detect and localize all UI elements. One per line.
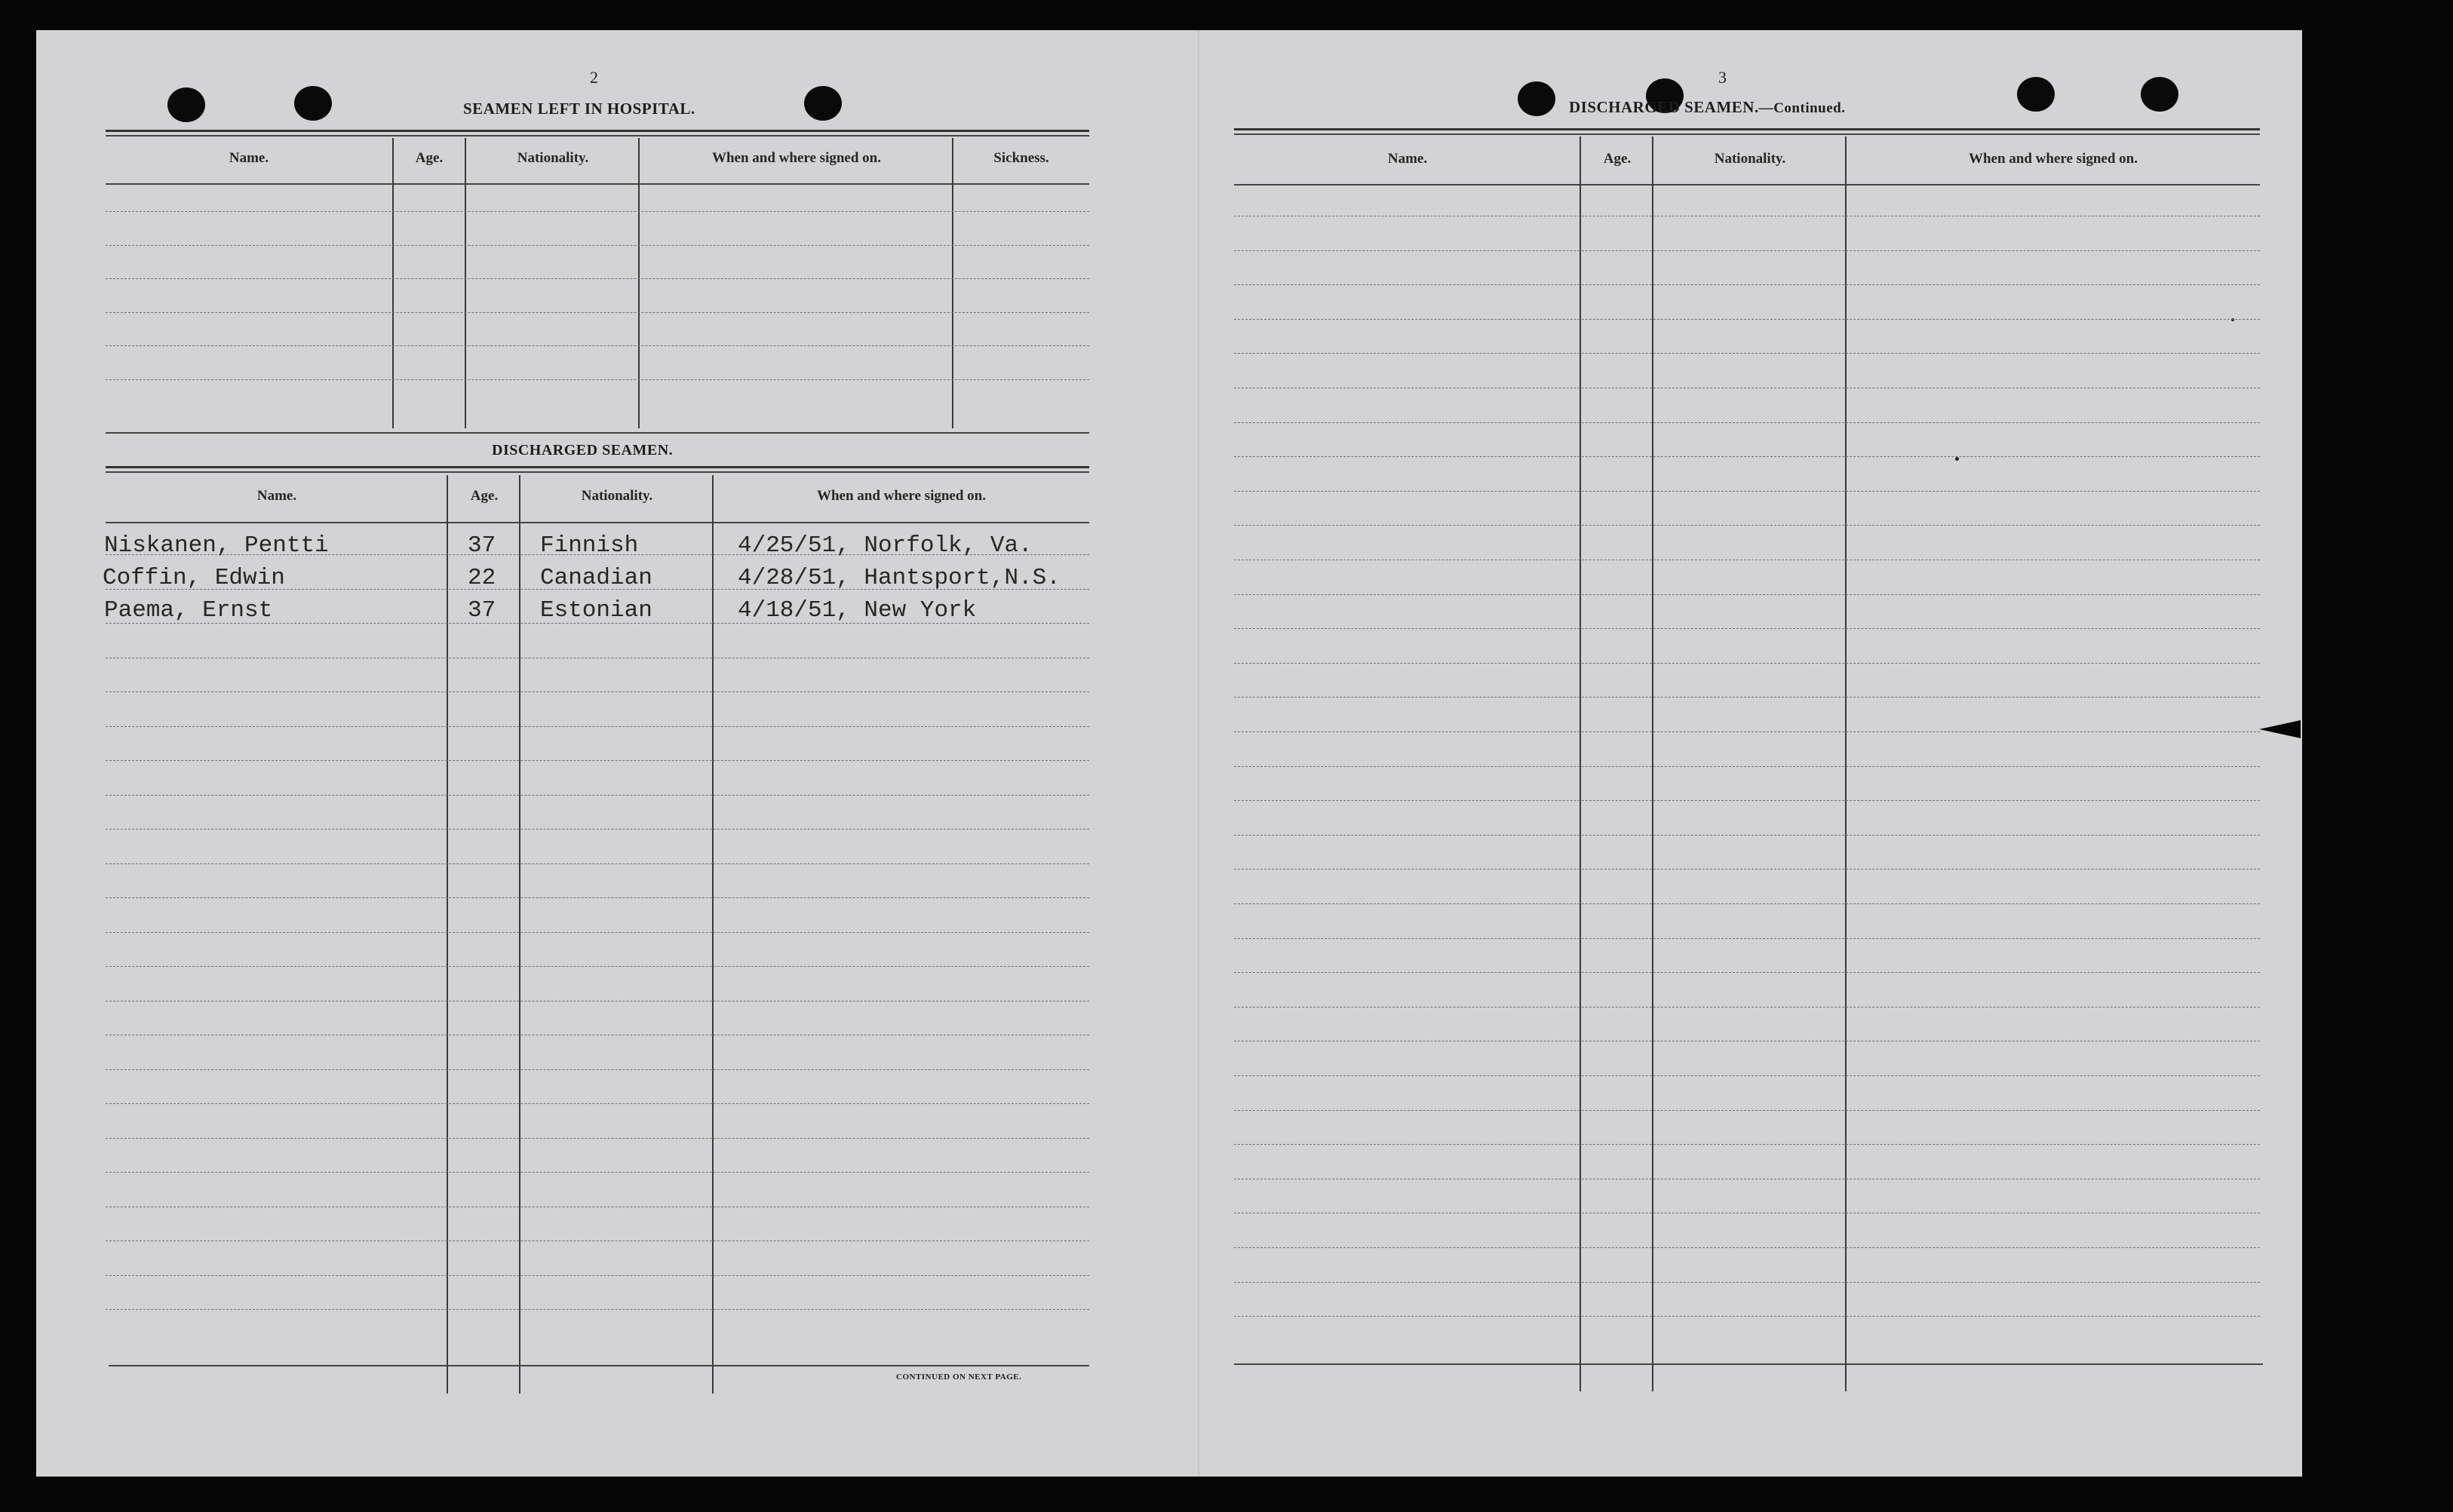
discharged-col-age: Age. bbox=[470, 488, 499, 504]
ruled-line bbox=[1234, 697, 2260, 698]
punch-hole bbox=[294, 86, 332, 121]
right-bottom-rule bbox=[1234, 1363, 2263, 1365]
ruled-line bbox=[106, 760, 1089, 761]
right-col-age: Age. bbox=[1603, 151, 1632, 167]
ruled-line bbox=[1234, 800, 2260, 801]
ruled-line bbox=[1234, 1316, 2260, 1317]
punch-hole bbox=[1518, 81, 1555, 116]
ruled-line bbox=[1234, 319, 2260, 320]
ruled-line bbox=[106, 345, 1089, 346]
ruled-line bbox=[106, 932, 1089, 933]
ink-speck bbox=[1955, 457, 1959, 461]
right-col-name: Name. bbox=[1387, 151, 1428, 167]
ruled-line bbox=[106, 211, 1089, 212]
discharged-divider bbox=[447, 475, 448, 1394]
row-2-signed-on: 4/28/51, Hantsport,N.S. bbox=[738, 565, 1061, 591]
ruled-line bbox=[106, 726, 1089, 727]
ruled-line bbox=[1234, 938, 2260, 939]
row-3-age: 37 bbox=[468, 597, 496, 624]
ruled-line bbox=[1234, 284, 2260, 285]
punch-hole bbox=[167, 87, 205, 122]
ruled-line bbox=[1234, 250, 2260, 251]
ruled-line bbox=[106, 379, 1089, 380]
ruled-line bbox=[106, 863, 1089, 864]
hospital-top-rule bbox=[106, 130, 1089, 132]
right-header-rule bbox=[1234, 184, 2260, 186]
row-3-name: Paema, Ernst bbox=[104, 597, 273, 624]
ruled-line bbox=[1234, 731, 2260, 732]
ruled-line bbox=[106, 1103, 1089, 1104]
ruled-line bbox=[106, 795, 1089, 796]
ruled-line bbox=[1234, 525, 2260, 526]
hospital-top-rule-2 bbox=[106, 135, 1089, 136]
discharged-col-nationality: Nationality. bbox=[581, 488, 653, 504]
row-3-nationality: Estonian bbox=[540, 597, 652, 624]
ruled-line bbox=[1234, 1144, 2260, 1145]
discharged-bottom-rule bbox=[109, 1365, 1089, 1366]
ruled-line bbox=[106, 1172, 1089, 1173]
hospital-col-sickness: Sickness. bbox=[993, 150, 1049, 166]
right-col-signed-on: When and where signed on. bbox=[1968, 151, 2138, 167]
right-section-title bbox=[1569, 98, 1845, 117]
left-page-number: 2 bbox=[590, 68, 598, 87]
right-col-nationality: Nationality. bbox=[1714, 151, 1786, 167]
ruled-line bbox=[1234, 1247, 2260, 1248]
hospital-divider bbox=[465, 138, 466, 428]
ruled-line bbox=[1234, 1282, 2260, 1283]
ledger-sheet bbox=[36, 30, 2302, 1477]
row-1-age: 37 bbox=[468, 532, 496, 559]
ruled-line bbox=[106, 278, 1089, 279]
ruled-line bbox=[1234, 628, 2260, 629]
ruled-line bbox=[106, 1069, 1089, 1070]
ruled-line bbox=[1234, 422, 2260, 423]
right-divider bbox=[1580, 136, 1581, 1391]
discharged-divider bbox=[712, 475, 714, 1394]
ruled-line bbox=[1234, 766, 2260, 767]
ruled-line bbox=[1234, 1075, 2260, 1076]
hospital-col-nationality: Nationality. bbox=[517, 150, 589, 166]
ruled-line bbox=[106, 1138, 1089, 1139]
hospital-divider bbox=[952, 138, 953, 428]
ruled-line bbox=[1234, 835, 2260, 836]
ruled-line bbox=[1234, 353, 2260, 354]
ruled-line bbox=[1234, 1110, 2260, 1111]
right-top-rule bbox=[1234, 128, 2260, 130]
hospital-col-signed-on: When and where signed on. bbox=[711, 150, 881, 166]
punch-hole bbox=[804, 86, 842, 121]
ruled-line bbox=[1234, 972, 2260, 973]
continued-note: CONTINUED ON NEXT PAGE. bbox=[896, 1372, 1022, 1382]
discharged-top-rule-2 bbox=[106, 471, 1089, 473]
row-1-nationality: Finnish bbox=[540, 532, 639, 559]
ruled-line bbox=[106, 966, 1089, 967]
discharged-header-rule bbox=[106, 522, 1089, 523]
punch-hole bbox=[2017, 77, 2055, 112]
discharged-section-title: DISCHARGED SEAMEN. bbox=[492, 442, 674, 459]
ruled-line bbox=[1234, 903, 2260, 904]
row-2-age: 22 bbox=[468, 565, 496, 591]
row-2-name: Coffin, Edwin bbox=[103, 565, 285, 591]
row-1-signed-on: 4/25/51, Norfolk, Va. bbox=[738, 532, 1033, 559]
hospital-divider bbox=[638, 138, 640, 428]
hospital-section-title: SEAMEN LEFT IN HOSPITAL. bbox=[463, 100, 695, 118]
punch-hole bbox=[2141, 77, 2178, 112]
discharged-divider bbox=[519, 475, 520, 1394]
ruled-line bbox=[1234, 663, 2260, 664]
center-fold bbox=[1198, 30, 1199, 1477]
ruled-line bbox=[106, 897, 1089, 898]
ruled-line bbox=[1234, 594, 2260, 595]
discharged-col-signed-on: When and where signed on. bbox=[816, 488, 986, 504]
right-top-rule-2 bbox=[1234, 133, 2260, 135]
hospital-col-age: Age. bbox=[415, 150, 444, 166]
hospital-header-rule bbox=[106, 183, 1089, 185]
ruled-line bbox=[106, 245, 1089, 246]
ruled-line bbox=[1234, 456, 2260, 457]
paper-tear bbox=[2259, 720, 2301, 738]
row-1-name: Niskanen, Pentti bbox=[104, 532, 329, 559]
ruled-line bbox=[1234, 491, 2260, 492]
discharged-top-rule bbox=[106, 466, 1089, 468]
row-2-nationality: Canadian bbox=[540, 565, 652, 591]
hospital-bottom-rule bbox=[106, 432, 1089, 434]
ruled-line bbox=[106, 312, 1089, 313]
right-title-suffix: —Continued. bbox=[1758, 100, 1846, 116]
ruled-line bbox=[106, 1275, 1089, 1276]
right-title-main: DISCHARGED SEAMEN. bbox=[1569, 98, 1759, 116]
hospital-divider bbox=[392, 138, 394, 428]
right-divider bbox=[1652, 136, 1653, 1391]
right-divider bbox=[1845, 136, 1847, 1391]
discharged-col-name: Name. bbox=[256, 488, 297, 504]
row-3-signed-on: 4/18/51, New York bbox=[738, 597, 977, 624]
hospital-col-name: Name. bbox=[229, 150, 269, 166]
ruled-line bbox=[106, 1309, 1089, 1310]
right-page-number: 3 bbox=[1718, 68, 1727, 87]
ruled-line bbox=[106, 829, 1089, 830]
